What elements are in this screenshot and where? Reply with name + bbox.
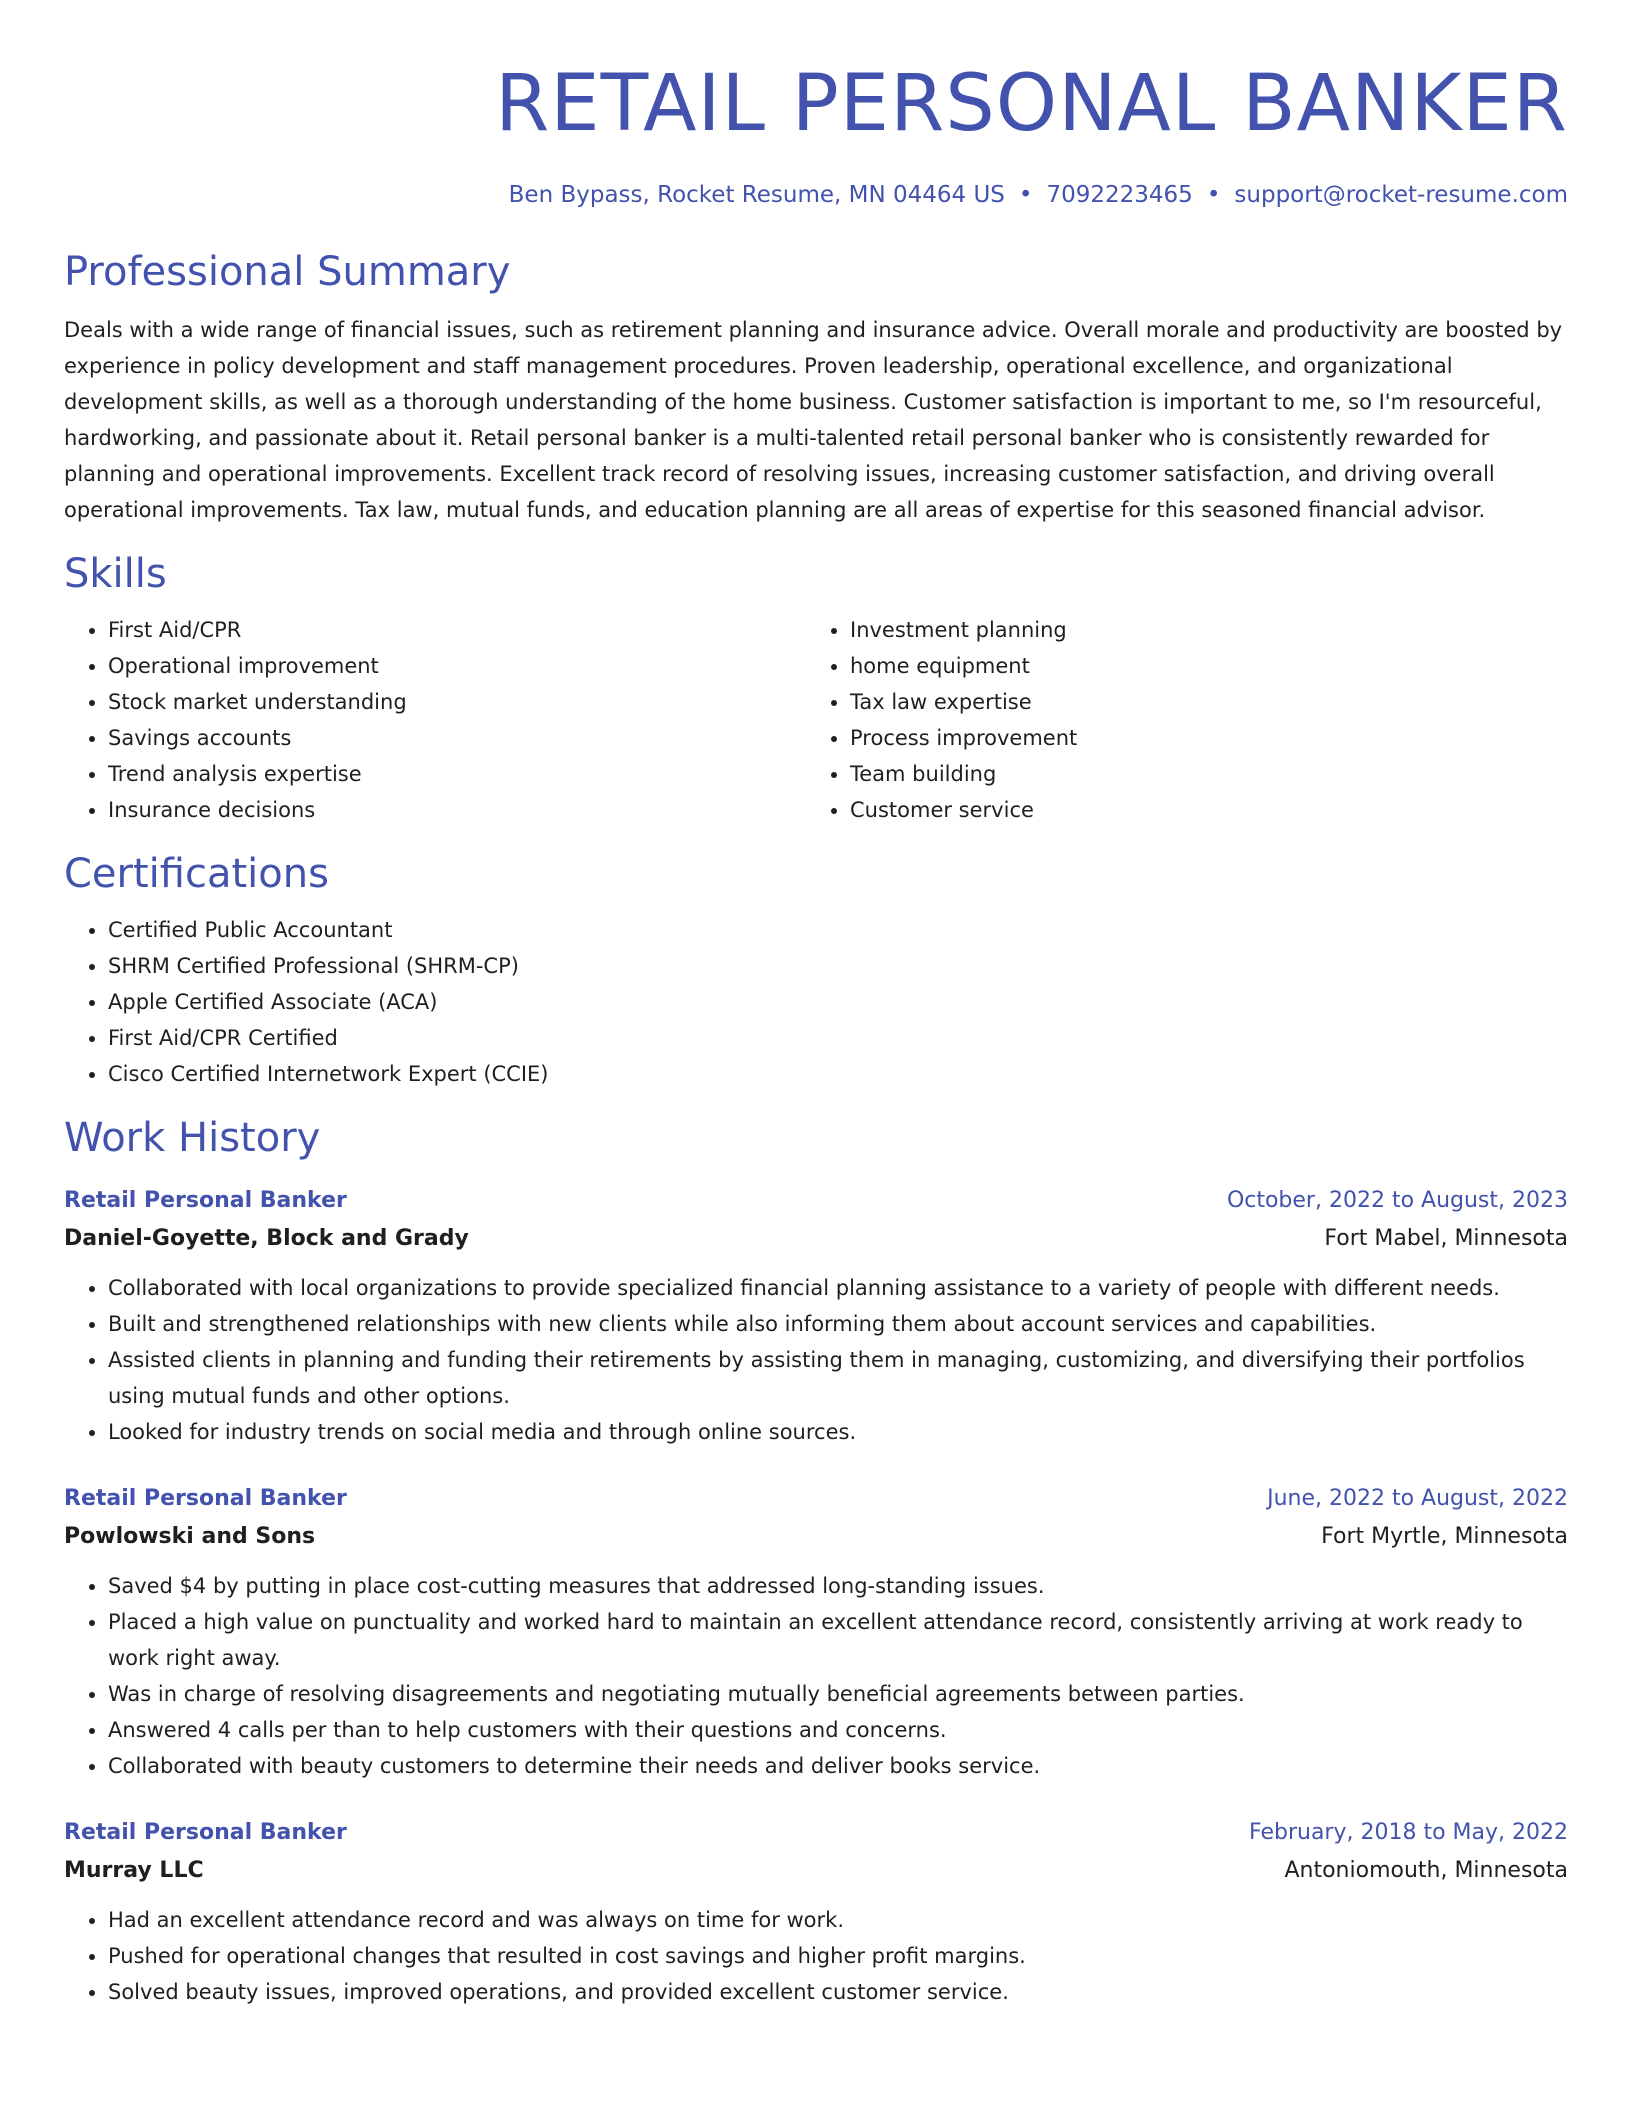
skill-item: • Stock market understanding [108,684,806,720]
contact-separator: • [1206,182,1221,208]
job-bullet: • Solved beauty issues, improved operations, and provided excellent customer service. [108,1974,1568,2010]
contact-email[interactable]: support@rocket-resume.com [1234,182,1568,208]
skill-item: • Process improvement [850,720,1548,756]
skill-item: • Customer service [850,792,1548,828]
skill-item: • Tax law expertise [850,684,1548,720]
job-employer-row [64,1852,1568,1890]
job-bullet: • Collaborated with beauty customers to determine their needs and deliver books service. [108,1748,1568,1784]
skill-item: • Trend analysis expertise [108,756,806,792]
job-company: Daniel-Goyette, Block and Grady [64,1226,469,1251]
certifications-heading: Certifications [64,851,329,897]
skill-item: • Investment planning [850,612,1548,648]
job-bullet: • Saved $4 by putting in place cost-cutting measures that addressed long-standing issues. [108,1568,1568,1604]
job-dates: February, 2018 to May, 2022 [1249,1820,1568,1845]
job-bullet: • Answered 4 calls per than to help customers with their questions and concerns. [108,1712,1568,1748]
job-location: Fort Myrtle, Minnesota [1321,1524,1568,1549]
job-entry [64,1480,1568,1784]
job-bullet: • Looked for industry trends on social media and through online sources. [108,1414,1568,1450]
job-bullet: • Was in charge of resolving disagreements and negotiating mutually beneficial agreements between parties. [108,1676,1568,1712]
certifications-list [64,912,1568,1092]
certification-item: • Cisco Certified Internetwork Expert (CCIE) [108,1056,1568,1092]
job-bullet: • Had an excellent attendance record and was always on time for work. [108,1902,1568,1938]
certification-item: • First Aid/CPR Certified [108,1020,1568,1056]
contact-phone: 7092223465 [1046,182,1193,208]
skill-item: • Insurance decisions [108,792,806,828]
job-bullets [64,1270,1568,1450]
job-title: Retail Personal Banker [64,1188,347,1213]
job-bullet: • Pushed for operational changes that resulted in cost savings and higher profit margins. [108,1938,1568,1974]
resume-page [64,0,1568,2010]
job-bullet: • Collaborated with local organizations to provide specialized financial planning assistance to a variety of people with different needs. [108,1270,1568,1306]
job-entry [64,1182,1568,1450]
skills-heading: Skills [64,551,167,597]
skill-item: • Team building [850,756,1548,792]
skills-list-left [64,612,806,828]
skill-item: • Savings accounts [108,720,806,756]
job-header-row [64,1182,1568,1220]
job-company: Powlowski and Sons [64,1524,316,1549]
skill-item: • First Aid/CPR [108,612,806,648]
job-header-row [64,1814,1568,1852]
job-header-row [64,1480,1568,1518]
skills-grid [64,612,1568,828]
job-title: Retail Personal Banker [64,1486,347,1511]
job-bullet: • Built and strengthened relationships with new clients while also informing them about account services and capabilities. [108,1306,1568,1342]
summary-heading: Professional Summary [64,249,511,295]
job-bullets [64,1902,1568,2010]
resume-title: RETAIL PERSONAL BANKER [495,59,1568,149]
summary-text: Deals with a wide range of financial issues, such as retirement planning and insurance advice. Overall morale and productivity are boosted by experience in policy development and staff management procedures. Proven leadership, operational excellence, and organizational development skills, as well as a thorough understanding of the home business. Customer satisfaction is important to me, so I'm resourceful, hardworking, and passionate about it. Retail personal banker is a multi-talented retail personal banker who is consistently rewarded for planning and operational improvements. Excellent track record of resolving issues, increasing customer satisfaction, and driving overall operational improvements. Tax law, mutual funds, and education planning are all areas of expertise for this seasoned financial advisor. [64,318,1563,522]
certification-item: • SHRM Certified Professional (SHRM-CP) [108,948,1568,984]
work-history-heading: Work History [64,1115,321,1161]
job-title: Retail Personal Banker [64,1820,347,1845]
job-location: Fort Mabel, Minnesota [1324,1226,1568,1251]
job-company: Murray LLC [64,1858,204,1883]
job-bullet: • Placed a high value on punctuality and worked hard to maintain an excellent attendance record, consistently arriving at work ready to work right away. [108,1604,1568,1676]
job-bullet: • Assisted clients in planning and funding their retirements by assisting them in managing, customizing, and diversifying their portfolios using mutual funds and other options. [108,1342,1568,1414]
contact-separator: • [1018,182,1033,208]
job-employer-row [64,1220,1568,1258]
contact-line [64,178,1568,212]
skills-list-right [806,612,1548,828]
job-bullets [64,1568,1568,1784]
certification-item: • Certified Public Accountant [108,912,1568,948]
job-location: Antoniomouth, Minnesota [1284,1858,1568,1883]
job-dates: October, 2022 to August, 2023 [1226,1188,1568,1213]
skill-item: • home equipment [850,648,1548,684]
certification-item: • Apple Certified Associate (ACA) [108,984,1568,1020]
job-entry [64,1814,1568,2010]
skill-item: • Operational improvement [108,648,806,684]
job-dates: June, 2022 to August, 2022 [1267,1486,1568,1511]
contact-address: Ben Bypass, Rocket Resume, MN 04464 US [508,182,1005,208]
job-employer-row [64,1518,1568,1556]
